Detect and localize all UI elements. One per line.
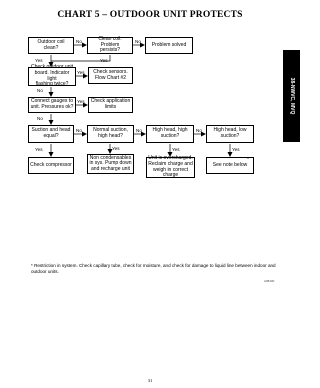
footnote: * Restriction in system. Check capillary tube, check for moisture, and check for damage to liquid line between indoor and outdoor units. <box>31 263 276 274</box>
label-yes: Yes <box>77 99 85 104</box>
label-yes: Yes <box>100 58 108 63</box>
label-no: No <box>135 39 141 44</box>
label-no: No <box>37 88 43 93</box>
label-no: No <box>76 128 82 133</box>
node-check-led: Check outdoor unit board. Indicator light flashing twice? <box>28 67 76 86</box>
label-no: No <box>196 128 202 133</box>
node-clean-coil: Clean coil. Problem persists? <box>87 37 133 54</box>
node-check-compressor: Check compressor <box>28 157 74 174</box>
node-coil-clean: Outdoor coil clean? <box>28 37 74 54</box>
figure-id: A08100 <box>264 279 275 283</box>
node-check-limits: Check application limits <box>88 97 133 113</box>
node-high-head-low-suction: High head, low suction? <box>206 125 254 143</box>
side-tab-label: 38-NWVC, MVQ <box>288 77 295 115</box>
label-yes: Yes <box>232 147 240 152</box>
node-see-note <box>206 157 254 174</box>
label-no: No <box>37 116 43 121</box>
label-yes: Yes <box>112 146 120 151</box>
node-overcharged: Unit is overcharged. Reclaim charge and weigh in correct charge <box>146 157 195 178</box>
page-number: 31 <box>147 378 153 383</box>
label-yes: Yes <box>35 58 43 63</box>
label-yes: Yes <box>172 147 180 152</box>
node-check-sensors: Check sensors. Flow Chart #2 <box>88 67 133 84</box>
label-no: No <box>136 128 142 133</box>
label-yes: Yes <box>77 70 85 75</box>
node-non-condensables: Non condensables in sys. Pump down and recharge unit <box>87 154 134 174</box>
node-problem-solved: Problem solved <box>145 37 193 54</box>
see-note-label: See note below <box>212 161 248 168</box>
label-no: No <box>76 39 82 44</box>
page-title: CHART 5 – OUTDOOR UNIT PROTECTS <box>57 10 243 20</box>
label-yes: Yes <box>35 147 43 152</box>
node-connect-gauges: Connect gauges to unit. Pressures ok? <box>28 97 76 113</box>
node-suction-head-equal: Suction and head equal? <box>28 125 74 143</box>
node-high-head-high-suction: High head, high suction? <box>146 125 194 143</box>
note-marker: * <box>247 157 249 163</box>
node-normal-suction: Normal suction, high head? <box>87 125 134 143</box>
